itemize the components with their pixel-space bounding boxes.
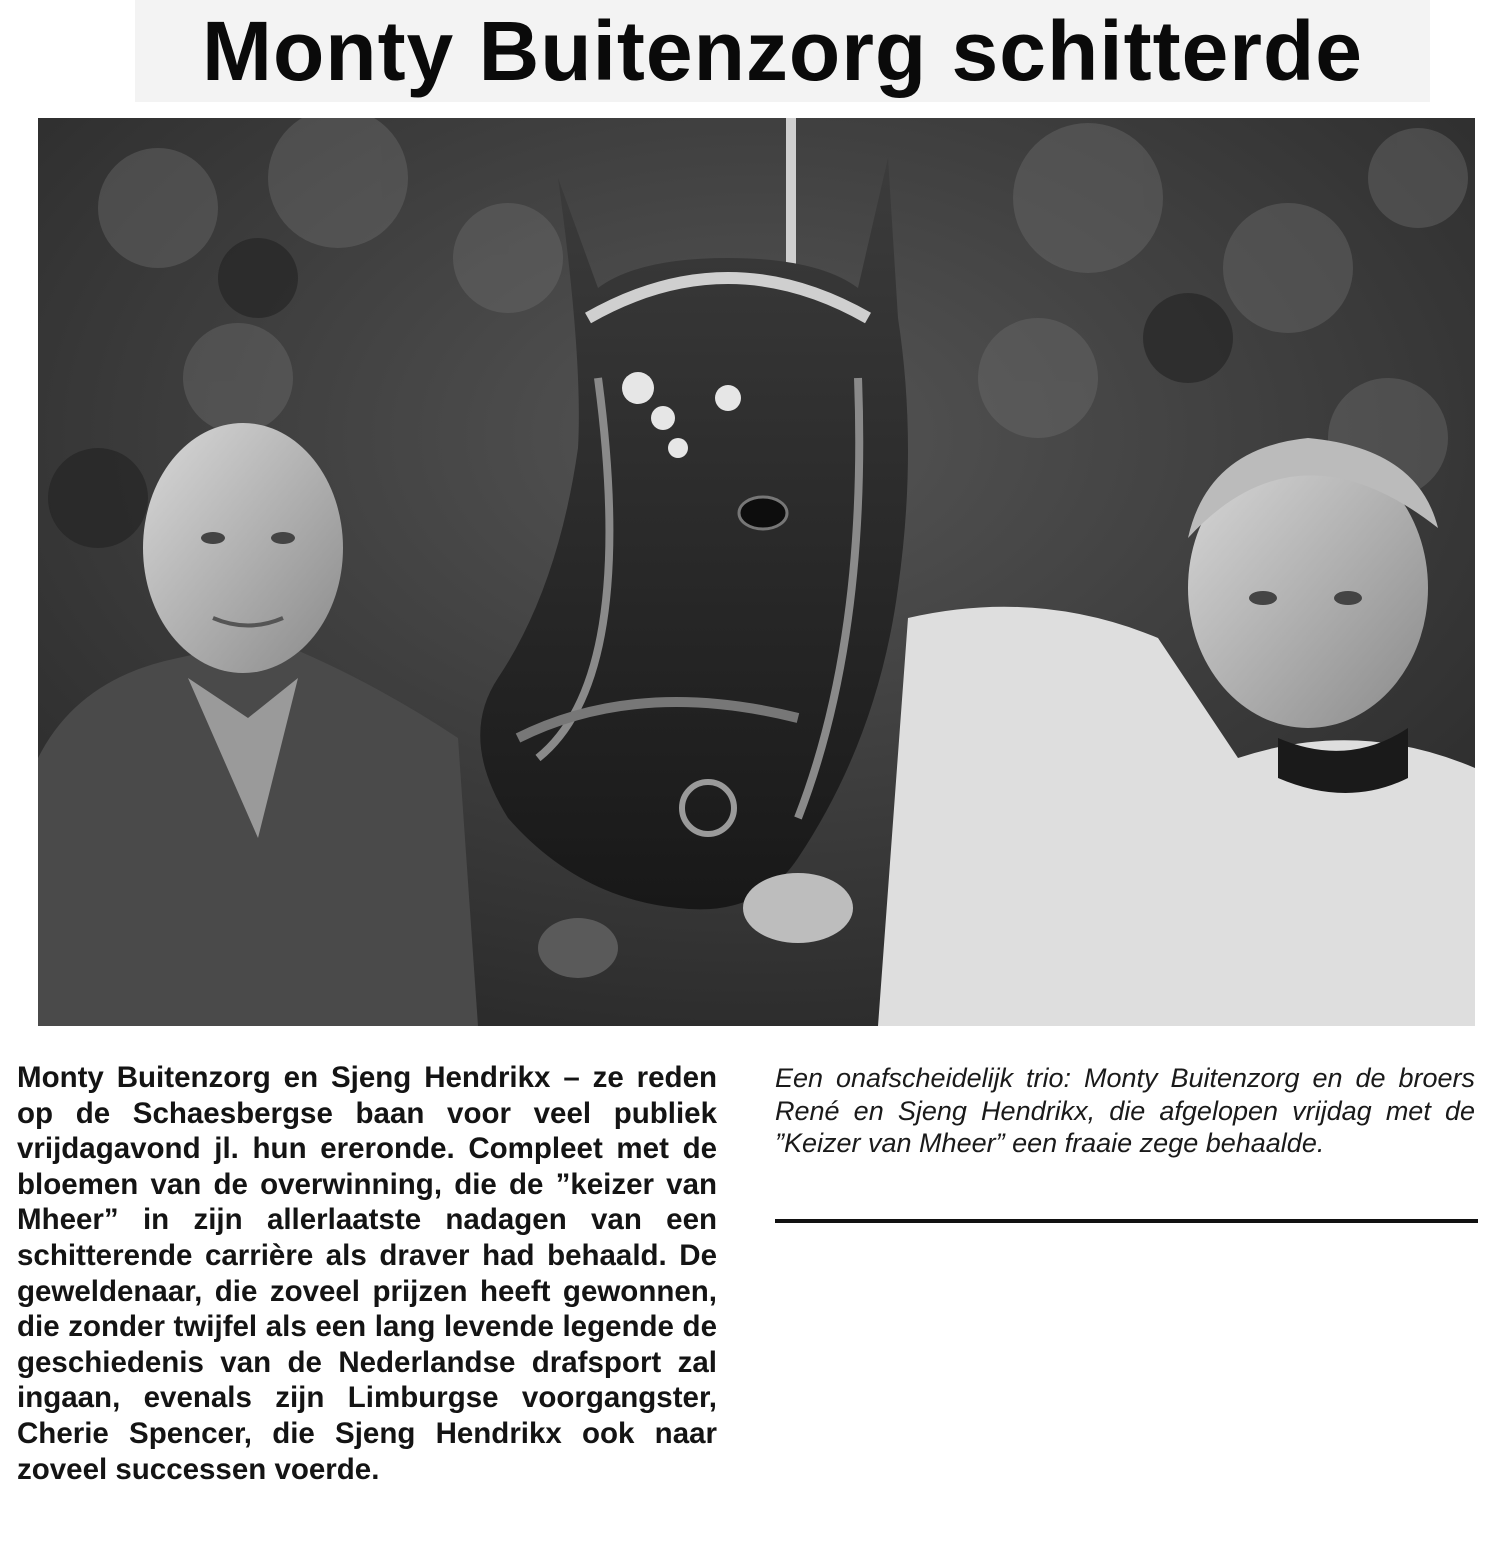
headline-banner [135, 0, 1430, 102]
photo-caption: Een onafscheidelijk trio: Monty Buitenzorg en de broers René en Sjeng Hendrikx, die afgelopen vrijdag met de ”Keizer van Mheer” een fraaie zege behaalde. [775, 1063, 1475, 1158]
article-body: Monty Buitenzorg en Sjeng Hendrikx – ze reden op de Schaesbergse baan voor veel publiek vrijdagavond jl. hun ereronde. Compleet met de bloemen van de overwinning, die de ”keizer van Mheer” in zijn allerlaatste nadagen van een schitterende carrière als draver had behaald. De geweldenaar, die zoveel prijzen heeft gewonnen, die zonder twijfel als een lang levende legende de geschiedenis van de Nederlandse drafsport zal ingaan, evenals zijn Limburgse voorgangster, Cherie Spencer, die Sjeng Hendrikx ook naar zoveel successen voerde. [17, 1061, 717, 1486]
article-headline: Monty Buitenzorg schitterde [201, 3, 1364, 98]
photo-icon [38, 118, 1475, 1026]
article-photo [38, 118, 1475, 1026]
caption-divider [775, 1219, 1478, 1223]
